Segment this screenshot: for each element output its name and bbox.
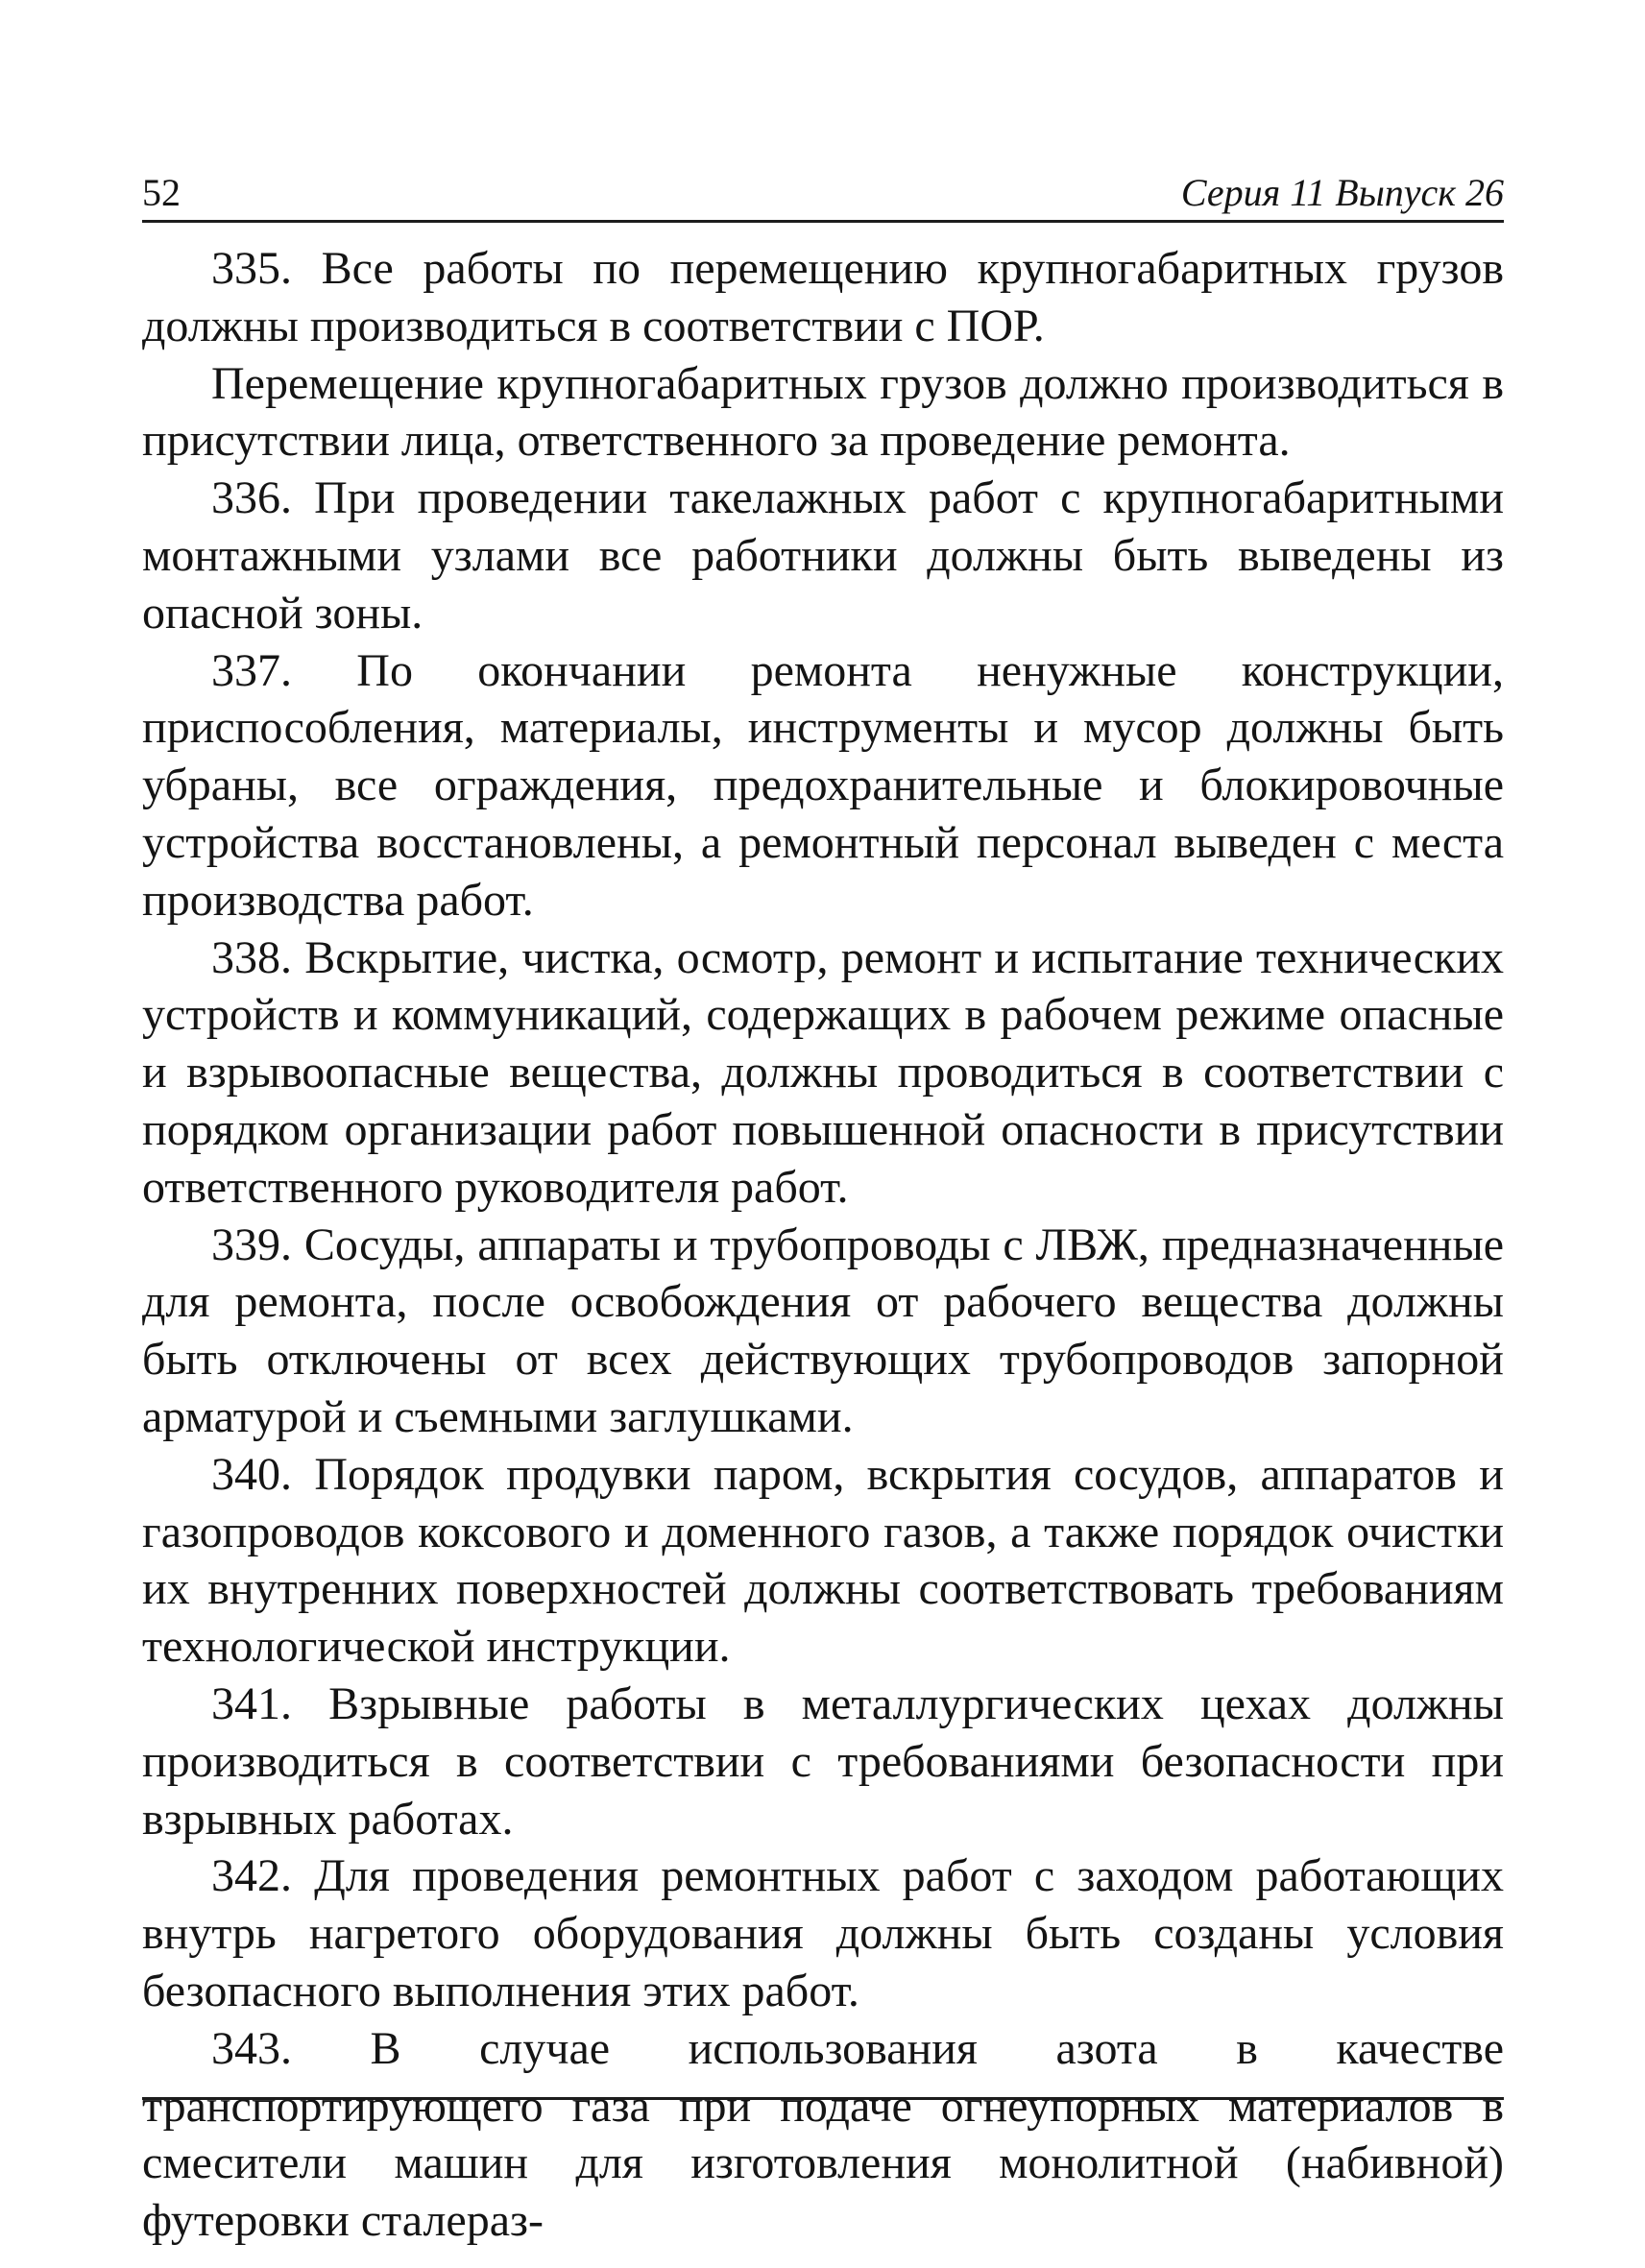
running-head: Серия 11 Выпуск 26 bbox=[1180, 171, 1504, 214]
paragraph-343: 343. В случае использования азота в качестве транспортирующего газа при подаче огнеупорных материалов в смесители машин для изготовления монолитной (набивной) футеровки сталераз- bbox=[142, 2022, 1504, 2247]
paragraph-337: 337. По окончании ремонта ненужные конструкции, приспособления, материалы, инструменты и мусор должны быть убраны, все ограждения, предохранительные и блокировочные устройства восстановлены, а ремонтный персонал выведен с места производства работ. bbox=[142, 644, 1504, 926]
body-text bbox=[142, 240, 1504, 2250]
paragraph-338: 338. Вскрытие, чистка, осмотр, ремонт и испытание технических устройств и коммуникаций, содержащих в рабочем режиме опасные и взрывоопасные вещества, должны проводиться в соответствии с порядком организации работ повышенной опасности в присутствии ответственного руководителя работ. bbox=[142, 931, 1504, 1213]
paragraph-341: 341. Взрывные работы в металлургических цехах должны производиться в соответствии с требованиями безопасности при взрывных работах. bbox=[142, 1677, 1504, 1845]
page-number: 52 bbox=[142, 171, 181, 214]
paragraph-339: 339. Сосуды, аппараты и трубопроводы с ЛВЖ, предназначенные для ремонта, после освобождения от рабочего вещества должны быть отключены от всех действующих трубопроводов запорной арматурой и съемными заглушками. bbox=[142, 1218, 1504, 1442]
paragraph-335: 335. Все работы по перемещению крупногабаритных грузов должны производиться в соответствии с ПОР. bbox=[142, 243, 1504, 351]
paragraph-335-continued: Перемещение крупногабаритных грузов должно производиться в присутствии лица, ответственного за проведение ремонта. bbox=[142, 357, 1504, 467]
header-rule bbox=[142, 220, 1504, 223]
page-header bbox=[142, 165, 1504, 221]
paragraph-336: 336. При проведении такелажных работ с крупногабаритными монтажными узлами все работники должны быть выведены из опасной зоны. bbox=[142, 472, 1504, 639]
paragraph-340: 340. Порядок продувки паром, вскрытия сосудов, аппаратов и газопроводов коксового и доменного газов, а также порядок очистки их внутренних поверхностей должны соответствовать требованиям технологической инструкции. bbox=[142, 1448, 1504, 1673]
footer-rule bbox=[142, 2097, 1504, 2100]
paragraph-342: 342. Для проведения ремонтных работ с заходом работающих внутрь нагретого оборудования должны быть созданы условия безопасного выполнения этих работ. bbox=[142, 1850, 1504, 2016]
